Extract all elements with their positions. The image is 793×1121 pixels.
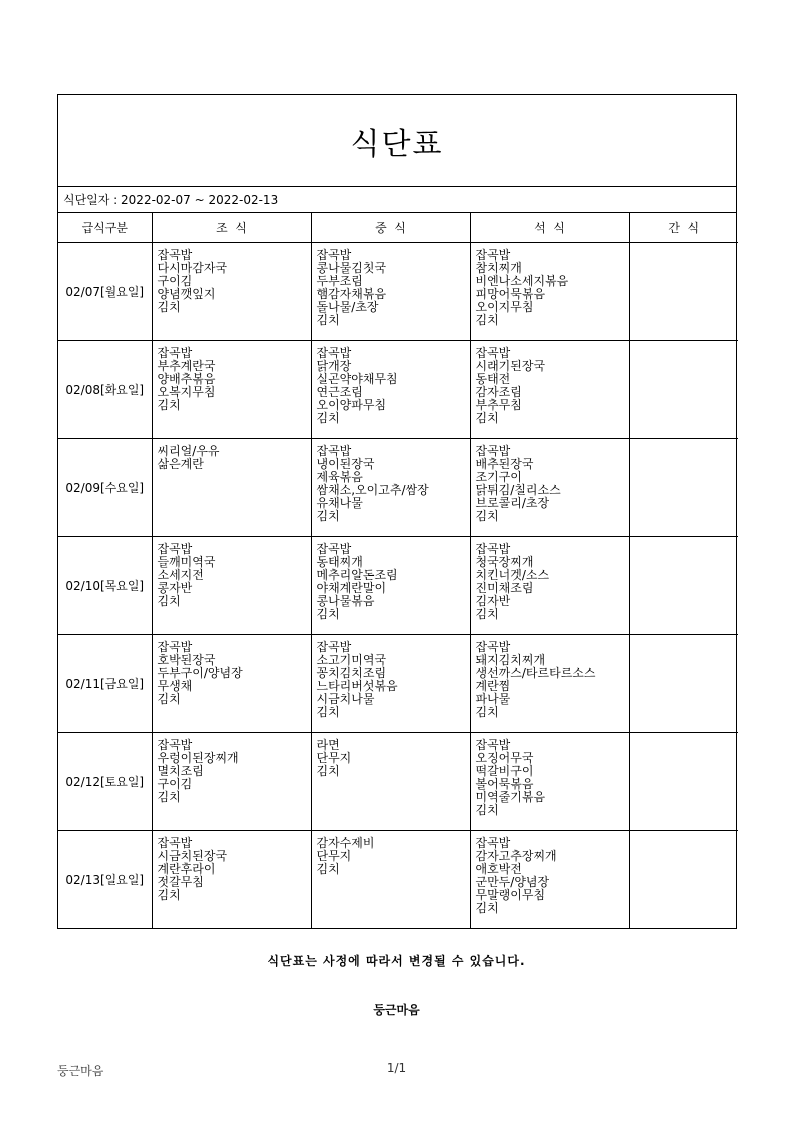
lunch-cell xyxy=(311,439,470,537)
change-notice: 식단표는 사정에 따라서 변경될 수 있습니다. xyxy=(267,954,526,968)
menu-item: 김치 xyxy=(316,313,340,327)
menu-item: 감자수제비 xyxy=(316,836,375,850)
dinner-cell xyxy=(470,439,629,537)
menu-item: 연근조림 xyxy=(316,385,363,399)
menu-item: 잡곡밥 xyxy=(475,738,511,752)
footer-organization: 둥근마음 xyxy=(57,1064,104,1078)
menu-item: 잡곡밥 xyxy=(157,836,193,850)
menu-item: 애호박전 xyxy=(475,862,522,876)
menu-item: 김치 xyxy=(316,411,340,425)
day-row xyxy=(58,341,738,439)
menu-item: 두부조림 xyxy=(316,274,363,288)
dinner-cell xyxy=(470,733,629,831)
menu-item: 생선까스/타르타르소스 xyxy=(475,666,596,680)
snack-menu-list xyxy=(630,341,739,347)
menu-sheet xyxy=(57,94,737,929)
breakfast-menu-list xyxy=(153,635,311,706)
menu-item: 김치 xyxy=(316,607,340,621)
snack-cell xyxy=(629,341,738,439)
lunch-cell xyxy=(311,243,470,341)
lunch-menu-list xyxy=(312,831,470,876)
header-dinner: 석 식 xyxy=(470,213,629,243)
date-cell: 02/10[목요일] xyxy=(58,537,152,635)
menu-item: 구이김 xyxy=(157,274,193,288)
menu-item: 느타리버섯볶음 xyxy=(316,679,398,693)
lunch-menu-list xyxy=(312,439,470,523)
menu-item: 떡갈비구이 xyxy=(475,764,534,778)
lunch-cell xyxy=(311,733,470,831)
menu-item: 젓갈무침 xyxy=(157,875,204,889)
header-category: 급식구분 xyxy=(58,213,152,243)
menu-item: 잡곡밥 xyxy=(157,738,193,752)
menu-item: 김치 xyxy=(316,705,340,719)
menu-item: 구이김 xyxy=(157,777,193,791)
dinner-cell xyxy=(470,635,629,733)
snack-menu-list xyxy=(630,733,739,739)
menu-item: 잡곡밥 xyxy=(316,542,352,556)
menu-item: 김자반 xyxy=(475,594,511,608)
snack-cell xyxy=(629,733,738,831)
day-row xyxy=(58,733,738,831)
menu-item: 메추리알돈조림 xyxy=(316,568,398,582)
menu-item: 김치 xyxy=(316,509,340,523)
menu-item: 김치 xyxy=(475,705,499,719)
breakfast-menu-list xyxy=(153,243,311,314)
date-cell: 02/08[화요일] xyxy=(58,341,152,439)
menu-item: 참치찌개 xyxy=(475,261,522,275)
menu-item: 돼지김치찌개 xyxy=(475,653,546,667)
menu-item: 우렁이된장찌개 xyxy=(157,751,239,765)
breakfast-cell xyxy=(152,537,311,635)
menu-item: 실곤약야채무침 xyxy=(316,372,398,386)
menu-item: 피망어묵볶음 xyxy=(475,287,546,301)
date-cell: 02/13[일요일] xyxy=(58,831,152,929)
breakfast-cell xyxy=(152,243,311,341)
menu-item: 시금치된장국 xyxy=(157,849,228,863)
menu-item: 라면 xyxy=(316,738,340,752)
menu-item: 오복지무침 xyxy=(157,385,216,399)
menu-item: 감자조림 xyxy=(475,385,522,399)
lunch-menu-list xyxy=(312,537,470,621)
dinner-menu-list xyxy=(471,243,629,327)
dinner-cell xyxy=(470,341,629,439)
menu-item: 계란후라이 xyxy=(157,862,216,876)
menu-item: 조기구이 xyxy=(475,470,522,484)
menu-item: 동태찌개 xyxy=(316,555,363,569)
date-cell: 02/12[토요일] xyxy=(58,733,152,831)
menu-item: 시래기된장국 xyxy=(475,359,546,373)
menu-item: 잡곡밥 xyxy=(157,542,193,556)
menu-item: 소세지전 xyxy=(157,568,204,582)
dinner-menu-list xyxy=(471,831,629,915)
menu-item: 냉이된장국 xyxy=(316,457,375,471)
menu-item: 잡곡밥 xyxy=(475,346,511,360)
snack-menu-list xyxy=(630,831,739,837)
menu-item: 동태전 xyxy=(475,372,511,386)
menu-item: 두부구이/양념장 xyxy=(157,666,243,680)
dinner-menu-list xyxy=(471,439,629,523)
menu-item: 다시마감자국 xyxy=(157,261,228,275)
date-cell: 02/11[금요일] xyxy=(58,635,152,733)
menu-item: 배추된장국 xyxy=(475,457,534,471)
page-number: 1/1 xyxy=(386,1061,407,1075)
menu-item: 김치 xyxy=(475,901,499,915)
menu-item: 잡곡밥 xyxy=(157,640,193,654)
menu-item: 삶은계란 xyxy=(157,457,204,471)
breakfast-menu-list xyxy=(153,733,311,804)
snack-cell xyxy=(629,243,738,341)
menu-item: 김치 xyxy=(157,398,181,412)
breakfast-menu-list xyxy=(153,341,311,412)
dinner-cell xyxy=(470,831,629,929)
menu-item: 잡곡밥 xyxy=(475,640,511,654)
menu-item: 브로콜리/초장 xyxy=(475,496,550,510)
menu-item: 유채나물 xyxy=(316,496,363,510)
menu-item: 김치 xyxy=(475,411,499,425)
breakfast-cell xyxy=(152,733,311,831)
menu-item: 김치 xyxy=(157,594,181,608)
menu-item: 김치 xyxy=(475,313,499,327)
menu-item: 김치 xyxy=(157,790,181,804)
menu-item: 쌈채소,오이고추/쌈장 xyxy=(316,483,429,497)
date-range: 식단일자 : 2022-02-07 ~ 2022-02-13 xyxy=(58,187,736,213)
menu-item: 청국장찌개 xyxy=(475,555,534,569)
menu-item: 닭개장 xyxy=(316,359,352,373)
breakfast-cell xyxy=(152,831,311,929)
menu-item: 김치 xyxy=(157,300,181,314)
menu-item: 들깨미역국 xyxy=(157,555,216,569)
date-cell: 02/07[월요일] xyxy=(58,243,152,341)
dinner-menu-list xyxy=(471,635,629,719)
breakfast-menu-list xyxy=(153,831,311,902)
menu-item: 오징어무국 xyxy=(475,751,534,765)
lunch-cell xyxy=(311,341,470,439)
menu-item: 소고기미역국 xyxy=(316,653,387,667)
dinner-cell xyxy=(470,537,629,635)
lunch-cell xyxy=(311,831,470,929)
menu-item: 김치 xyxy=(475,803,499,817)
menu-item: 김치 xyxy=(316,764,340,778)
snack-menu-list xyxy=(630,243,739,249)
snack-cell xyxy=(629,635,738,733)
menu-item: 진미채조림 xyxy=(475,581,534,595)
menu-item: 콩나물볶음 xyxy=(316,594,375,608)
menu-item: 잡곡밥 xyxy=(157,248,193,262)
menu-item: 파나물 xyxy=(475,692,511,706)
menu-item: 부추무침 xyxy=(475,398,522,412)
date-cell: 02/09[수요일] xyxy=(58,439,152,537)
menu-item: 잡곡밥 xyxy=(475,836,511,850)
menu-item: 멸치조림 xyxy=(157,764,204,778)
organization-name: 둥근마음 xyxy=(373,1003,420,1017)
menu-item: 햄감자채볶음 xyxy=(316,287,387,301)
menu-item: 씨리얼/우유 xyxy=(157,444,220,458)
menu-item: 양념깻잎지 xyxy=(157,287,216,301)
menu-item: 제육볶음 xyxy=(316,470,363,484)
menu-item: 콩나물김칫국 xyxy=(316,261,387,275)
header-lunch: 중 식 xyxy=(311,213,470,243)
menu-item: 잡곡밥 xyxy=(316,346,352,360)
menu-item: 계란찜 xyxy=(475,679,511,693)
dinner-menu-list xyxy=(471,733,629,817)
menu-item: 잡곡밥 xyxy=(316,444,352,458)
menu-item: 치킨너겟/소스 xyxy=(475,568,550,582)
page-title: 식단표 xyxy=(58,95,736,187)
menu-item: 김치 xyxy=(157,692,181,706)
breakfast-cell xyxy=(152,635,311,733)
lunch-cell xyxy=(311,635,470,733)
menu-item: 단무지 xyxy=(316,849,352,863)
menu-item: 시금치나물 xyxy=(316,692,375,706)
lunch-menu-list xyxy=(312,733,470,778)
menu-item: 양배추볶음 xyxy=(157,372,216,386)
menu-item: 꽁치김치조림 xyxy=(316,666,387,680)
day-row xyxy=(58,439,738,537)
menu-item: 무생채 xyxy=(157,679,193,693)
menu-item: 김치 xyxy=(475,607,499,621)
menu-item: 잡곡밥 xyxy=(475,248,511,262)
menu-item: 오이양파무침 xyxy=(316,398,387,412)
snack-menu-list xyxy=(630,635,739,641)
day-row xyxy=(58,831,738,929)
menu-item: 김치 xyxy=(316,862,340,876)
menu-item: 무말랭이무침 xyxy=(475,888,546,902)
dinner-cell xyxy=(470,243,629,341)
header-breakfast: 조 식 xyxy=(152,213,311,243)
menu-item: 단무지 xyxy=(316,751,352,765)
snack-cell xyxy=(629,831,738,929)
menu-item: 닭튀김/칠리소스 xyxy=(475,483,561,497)
menu-item: 잡곡밥 xyxy=(157,346,193,360)
lunch-cell xyxy=(311,537,470,635)
snack-cell xyxy=(629,439,738,537)
breakfast-cell xyxy=(152,341,311,439)
menu-item: 오이지무침 xyxy=(475,300,534,314)
lunch-menu-list xyxy=(312,243,470,327)
menu-item: 돌나물/초장 xyxy=(316,300,379,314)
header-snack: 간 식 xyxy=(629,213,738,243)
menu-item: 잡곡밥 xyxy=(475,444,511,458)
snack-cell xyxy=(629,537,738,635)
menu-item: 부추계란국 xyxy=(157,359,216,373)
menu-item: 군만두/양념장 xyxy=(475,875,550,889)
menu-item: 김치 xyxy=(157,888,181,902)
menu-item: 잡곡밥 xyxy=(475,542,511,556)
day-row xyxy=(58,243,738,341)
snack-menu-list xyxy=(630,537,739,543)
day-row xyxy=(58,635,738,733)
meal-table xyxy=(58,213,738,928)
breakfast-menu-list xyxy=(153,439,311,471)
header-row xyxy=(58,213,738,243)
menu-item: 볼어묵볶음 xyxy=(475,777,534,791)
menu-item: 호박된장국 xyxy=(157,653,216,667)
lunch-menu-list xyxy=(312,635,470,719)
menu-item: 잡곡밥 xyxy=(316,248,352,262)
menu-item: 잡곡밥 xyxy=(316,640,352,654)
menu-item: 김치 xyxy=(475,509,499,523)
dinner-menu-list xyxy=(471,341,629,425)
breakfast-cell xyxy=(152,439,311,537)
snack-menu-list xyxy=(630,439,739,445)
menu-item: 야채계란말이 xyxy=(316,581,387,595)
breakfast-menu-list xyxy=(153,537,311,608)
lunch-menu-list xyxy=(312,341,470,425)
dinner-menu-list xyxy=(471,537,629,621)
menu-item: 미역줄기볶음 xyxy=(475,790,546,804)
day-row xyxy=(58,537,738,635)
menu-item: 콩자반 xyxy=(157,581,193,595)
menu-item: 비엔나소세지볶음 xyxy=(475,274,569,288)
menu-item: 감자고추장찌개 xyxy=(475,849,557,863)
